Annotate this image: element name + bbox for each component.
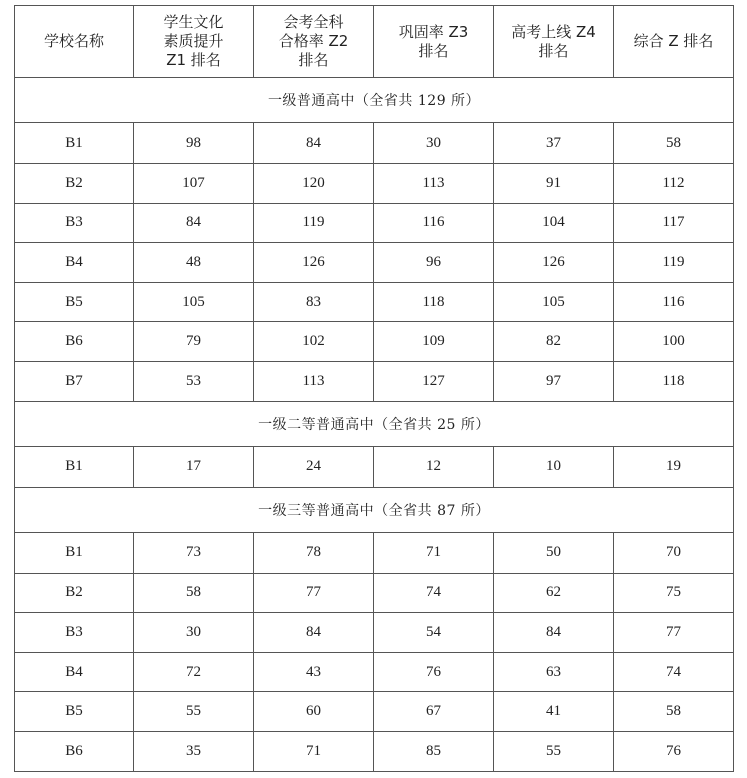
z2-cell: 120 bbox=[254, 164, 374, 204]
z2-cell: 60 bbox=[254, 692, 374, 732]
z1-cell: 17 bbox=[134, 446, 254, 487]
z1-cell: 72 bbox=[134, 652, 254, 692]
school-cell: B1 bbox=[15, 532, 134, 573]
overall-cell: 75 bbox=[614, 573, 734, 613]
z2-cell: 24 bbox=[254, 446, 374, 487]
z4-cell: 41 bbox=[494, 692, 614, 732]
z3-cell: 118 bbox=[374, 282, 494, 322]
overall-cell: 58 bbox=[614, 123, 734, 164]
z3-cell: 116 bbox=[374, 203, 494, 243]
header-line: 排名 bbox=[418, 41, 449, 60]
table-row bbox=[15, 322, 734, 362]
table-row bbox=[15, 692, 734, 732]
z1-cell: 84 bbox=[134, 203, 254, 243]
header-line: 排名 bbox=[538, 41, 569, 60]
header-line: 高考上线 Z4 bbox=[511, 22, 596, 41]
z2-cell: 43 bbox=[254, 652, 374, 692]
z4-cell: 91 bbox=[494, 164, 614, 204]
header-line: 巩固率 Z3 bbox=[398, 22, 469, 41]
z2-cell: 102 bbox=[254, 322, 374, 362]
table-row bbox=[15, 361, 734, 401]
overall-cell: 118 bbox=[614, 361, 734, 401]
z2-cell: 119 bbox=[254, 203, 374, 243]
table-row bbox=[15, 243, 734, 283]
z4-cell: 97 bbox=[494, 361, 614, 401]
overall-cell: 74 bbox=[614, 652, 734, 692]
group-row bbox=[15, 401, 734, 446]
z4-cell: 63 bbox=[494, 652, 614, 692]
group-title: 一级普通高中（全省共 129 所） bbox=[15, 78, 734, 123]
group-row bbox=[15, 487, 734, 532]
z4-cell: 37 bbox=[494, 123, 614, 164]
overall-cell: 70 bbox=[614, 532, 734, 573]
group-title: 一级三等普通高中（全省共 87 所） bbox=[15, 487, 734, 532]
z3-cell: 76 bbox=[374, 652, 494, 692]
header-line: 综合 Z 排名 bbox=[633, 32, 714, 50]
school-cell: B5 bbox=[15, 692, 134, 732]
z4-cell: 126 bbox=[494, 243, 614, 283]
z4-cell: 55 bbox=[494, 731, 614, 771]
z3-cell: 12 bbox=[374, 446, 494, 487]
z1-cell: 73 bbox=[134, 532, 254, 573]
overall-cell: 19 bbox=[614, 446, 734, 487]
header-line: 合格率 Z2 bbox=[278, 32, 349, 50]
table-row bbox=[15, 203, 734, 243]
z3-cell: 30 bbox=[374, 123, 494, 164]
z3-cell: 54 bbox=[374, 613, 494, 653]
school-cell: B2 bbox=[15, 573, 134, 613]
school-cell: B3 bbox=[15, 613, 134, 653]
header-line: 会考全科 bbox=[283, 13, 344, 31]
header-line: 排名 bbox=[298, 51, 329, 69]
z4-cell: 105 bbox=[494, 282, 614, 322]
school-cell: B1 bbox=[15, 446, 134, 487]
school-cell: B4 bbox=[15, 652, 134, 692]
z1-cell: 48 bbox=[134, 243, 254, 283]
overall-cell: 119 bbox=[614, 243, 734, 283]
header-z1-rank bbox=[134, 6, 254, 78]
z3-cell: 109 bbox=[374, 322, 494, 362]
z3-cell: 113 bbox=[374, 164, 494, 204]
school-cell: B2 bbox=[15, 164, 134, 204]
school-cell: B6 bbox=[15, 322, 134, 362]
table-row bbox=[15, 123, 734, 164]
overall-cell: 58 bbox=[614, 692, 734, 732]
group-title: 一级二等普通高中（全省共 25 所） bbox=[15, 401, 734, 446]
table-row bbox=[15, 282, 734, 322]
overall-cell: 112 bbox=[614, 164, 734, 204]
table-row bbox=[15, 731, 734, 771]
overall-cell: 77 bbox=[614, 613, 734, 653]
z2-cell: 84 bbox=[254, 613, 374, 653]
table-row bbox=[15, 532, 734, 573]
overall-cell: 117 bbox=[614, 203, 734, 243]
z2-cell: 113 bbox=[254, 361, 374, 401]
header-line: Z1 排名 bbox=[166, 51, 221, 69]
header-overall-rank bbox=[614, 6, 734, 78]
header-line: 学生文化 bbox=[163, 13, 224, 31]
header-z2-rank bbox=[254, 6, 374, 78]
z1-cell: 35 bbox=[134, 731, 254, 771]
header-line: 学校名称 bbox=[43, 32, 104, 50]
z2-cell: 77 bbox=[254, 573, 374, 613]
school-cell: B4 bbox=[15, 243, 134, 283]
z2-cell: 78 bbox=[254, 532, 374, 573]
table-row bbox=[15, 613, 734, 653]
z1-cell: 105 bbox=[134, 282, 254, 322]
z4-cell: 84 bbox=[494, 613, 614, 653]
z4-cell: 104 bbox=[494, 203, 614, 243]
header-row bbox=[15, 6, 734, 78]
group-row bbox=[15, 78, 734, 123]
overall-cell: 76 bbox=[614, 731, 734, 771]
header-z4-rank bbox=[494, 6, 614, 78]
z1-cell: 107 bbox=[134, 164, 254, 204]
school-cell: B1 bbox=[15, 123, 134, 164]
overall-cell: 100 bbox=[614, 322, 734, 362]
table-body bbox=[15, 78, 734, 772]
z4-cell: 50 bbox=[494, 532, 614, 573]
header-school-name bbox=[15, 6, 134, 78]
z3-cell: 127 bbox=[374, 361, 494, 401]
table-row bbox=[15, 652, 734, 692]
z1-cell: 53 bbox=[134, 361, 254, 401]
z3-cell: 71 bbox=[374, 532, 494, 573]
z1-cell: 58 bbox=[134, 573, 254, 613]
z2-cell: 84 bbox=[254, 123, 374, 164]
school-cell: B7 bbox=[15, 361, 134, 401]
overall-cell: 116 bbox=[614, 282, 734, 322]
z1-cell: 79 bbox=[134, 322, 254, 362]
z1-cell: 30 bbox=[134, 613, 254, 653]
z1-cell: 55 bbox=[134, 692, 254, 732]
z2-cell: 126 bbox=[254, 243, 374, 283]
header-line: 素质提升 bbox=[163, 32, 224, 50]
z4-cell: 82 bbox=[494, 322, 614, 362]
z3-cell: 96 bbox=[374, 243, 494, 283]
z2-cell: 83 bbox=[254, 282, 374, 322]
z3-cell: 74 bbox=[374, 573, 494, 613]
school-ranking-table bbox=[14, 5, 734, 772]
z3-cell: 85 bbox=[374, 731, 494, 771]
table-row bbox=[15, 164, 734, 204]
z4-cell: 10 bbox=[494, 446, 614, 487]
table-row bbox=[15, 446, 734, 487]
z3-cell: 67 bbox=[374, 692, 494, 732]
school-cell: B6 bbox=[15, 731, 134, 771]
school-cell: B3 bbox=[15, 203, 134, 243]
z4-cell: 62 bbox=[494, 573, 614, 613]
header-z3-rank bbox=[374, 6, 494, 78]
school-cell: B5 bbox=[15, 282, 134, 322]
table-row bbox=[15, 573, 734, 613]
z2-cell: 71 bbox=[254, 731, 374, 771]
z1-cell: 98 bbox=[134, 123, 254, 164]
